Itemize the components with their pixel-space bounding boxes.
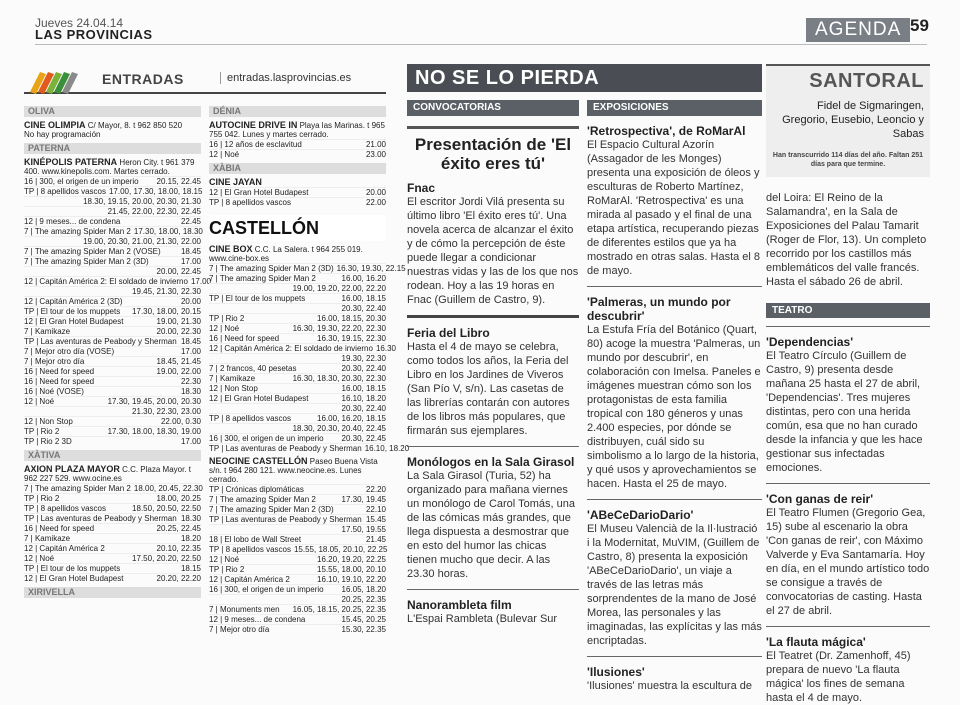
showtimes: 21.00 — [365, 140, 386, 149]
showtimes: 19.30, 22.30 — [341, 354, 386, 363]
film-title: TP | 8 apellidos vascos — [209, 414, 291, 423]
film-title: 12 | Noé — [24, 397, 55, 406]
showtimes: 18.45 — [180, 337, 201, 346]
cinema-entry — [24, 158, 201, 176]
film-title: 12 | El Gran Hotel Budapest — [209, 394, 309, 403]
showtimes: 18.45 — [180, 247, 201, 256]
convocatorias-label: CONVOCATORIAS — [407, 100, 579, 116]
film-title: 12 | El Gran Hotel Budapest — [209, 188, 309, 197]
showtime-row — [24, 306, 201, 316]
showtime-row — [209, 363, 386, 373]
showtime-row — [209, 504, 386, 514]
cinema-entry — [209, 121, 386, 139]
showtimes: 17.00, 17.30, 18.00, 18.15 — [108, 187, 203, 196]
film-title: 12 | Capitán América 2 — [24, 544, 105, 553]
showtime-row — [209, 554, 386, 564]
cinema-name: AUTOCINE DRIVE IN — [209, 120, 298, 130]
showtimes: 18.20 — [180, 534, 201, 543]
newspaper-name: LAS PROVINCIAS — [35, 27, 153, 42]
showtime-row — [24, 246, 201, 256]
film-title: 12 | Capitán América 2: El soldado de invierno — [209, 344, 373, 353]
listings-column-2 — [209, 102, 410, 634]
article-title: Monólogos en la Sala Girasol — [407, 455, 575, 469]
showtimes: 17.00 — [180, 257, 201, 266]
film-title: 12 | Non Stop — [209, 384, 258, 393]
film-title: 12 | Capitán América 2: El soldado de invierno — [24, 277, 188, 286]
article-body: La Sala Girasol (Turia, 52) ha organizado para mañana viernes un monólogo de Carol Tomás, una de las cómicas más grandes, que llega dispuesta a desmostrar que en esto del humor las chicas tienen mucho que decir. A las 23.30 horas. — [407, 470, 575, 580]
showtime-row — [209, 197, 386, 207]
film-title: 16 | Noé (VOSE) — [24, 387, 84, 396]
showtimes: 22.00, 0.30 — [160, 417, 201, 426]
film-title: TP | Crónicas diplomáticas — [209, 485, 304, 494]
showtimes: 17.30, 18.00, 18.30, 19.00 — [107, 427, 201, 436]
santoral-saints: Fidel de Sigmaringen, Gregorio, Eusebio, Leoncio y Sabas — [782, 100, 924, 140]
film-title: 12 | Noé — [209, 150, 240, 159]
showtime-row — [24, 356, 201, 366]
film-title: 12 | 9 meses... de condena — [209, 615, 306, 624]
cinema-entry — [209, 245, 386, 263]
showtime-row — [24, 296, 201, 306]
showtimes: 17.00 — [180, 347, 201, 356]
cinema-name: AXION PLAZA MAYOR — [24, 464, 120, 474]
showtime-row — [209, 323, 386, 333]
showtimes: 18.00, 20.25 — [156, 494, 201, 503]
film-title: 12 | Capitán América 2 (3D) — [24, 297, 123, 306]
showtimes: 20.30, 22.40 — [341, 404, 386, 413]
showtime-row — [209, 443, 410, 453]
showtimes: 20.25, 22.35 — [341, 595, 386, 604]
showtime-row — [209, 544, 386, 554]
film-title: 12 | Noé — [24, 554, 55, 563]
showtime-row — [24, 336, 201, 346]
showtime-row — [24, 186, 201, 196]
showtime-row — [24, 206, 201, 216]
region-heading: PATERNA — [24, 143, 201, 154]
showtime-row — [24, 226, 201, 236]
section-label: AGENDA — [806, 18, 910, 42]
film-title: 7 | The amazing Spider Man 2 — [209, 495, 316, 504]
showtimes: 17.00 — [190, 277, 211, 286]
showtimes: 16.10, 19.10, 22.20 — [317, 575, 386, 584]
film-title: TP | Rio 2 — [24, 427, 60, 436]
entradas-header — [24, 64, 386, 94]
cinema-info: Paseo Buena Vista s/n. t 964 280 121. www.neocine.es. Lunes cerrado. — [209, 457, 378, 484]
cinema-entry — [24, 121, 201, 130]
showtimes: 15.45, 20.25 — [341, 615, 386, 624]
issue-date: Jueves 24.04.14 — [35, 16, 124, 30]
film-title: 7 | 2 francos, 40 pesetas — [209, 364, 297, 373]
film-title: 7 | Mejor otro día (VOSE) — [24, 347, 115, 356]
page-number: 59 — [910, 16, 929, 35]
convocatorias-column — [407, 100, 579, 693]
region-heading: OLIVA — [24, 106, 201, 117]
showtime-row — [209, 313, 386, 323]
showtime-row — [24, 533, 201, 543]
showtime-row — [209, 343, 396, 353]
showtime-row — [24, 266, 201, 276]
article-body: Hasta el 4 de mayo se celebra, como todos los años, la Feria del Libro en los Jardines de Viveros (San Pío V, s/n). Las casetas de las librerías contarán con autores de los libros más populares, que firmarán sus ejemplares. — [407, 341, 570, 437]
showtimes: 16.10, 18.20 — [364, 444, 410, 453]
santoral-box — [766, 64, 930, 177]
showtimes: 21.45, 22.00, 22.30, 22.45 — [107, 207, 201, 216]
region-heading: CASTELLÓN — [209, 215, 386, 241]
film-title: TP | 8 apellidos vascos — [24, 504, 106, 513]
film-title: 7 | Kamikaze — [209, 374, 256, 383]
showtime-row — [24, 326, 201, 336]
film-title: 12 | Non Stop — [24, 417, 73, 426]
showtime-row — [24, 543, 201, 553]
showtimes: 20.30, 22.40 — [341, 364, 386, 373]
showtime-row — [209, 614, 386, 624]
article-title: 'Con ganas de reir' — [766, 492, 874, 506]
showtime-row — [209, 584, 386, 594]
showtimes: 21.30, 22.30, 23.00 — [132, 407, 201, 416]
showtime-row — [24, 196, 201, 206]
showtime-row — [209, 353, 386, 363]
article-body: L'Espai Rambleta (Bulevar Sur — [407, 613, 558, 625]
feature-kicker: Fnac — [407, 181, 436, 195]
showtimes: 17.30, 18.00, 20.15 — [132, 307, 201, 316]
showtimes: 23.00 — [365, 150, 386, 159]
cinema-info: Playa las Marinas. t 965 755 042. Lunes y martes cerrado. — [209, 121, 385, 139]
listing-note: No hay programación — [24, 130, 101, 139]
showtimes: 20.00, 22.45 — [156, 267, 201, 276]
film-title: 7 | Kamikaze — [24, 327, 71, 336]
film-title: 12 | Noé — [209, 555, 240, 564]
showtimes: 18.30, 19.15, 20.00, 20.30, 21.30 — [83, 197, 201, 206]
showtime-row — [209, 263, 406, 273]
exposiciones-column — [587, 100, 762, 693]
showtimes: 16.10, 18.20 — [341, 394, 386, 403]
showtimes: 16.05, 18.15, 20.25, 22.35 — [292, 605, 386, 614]
showtimes: 22.45 — [180, 217, 201, 226]
showtimes: 15.30, 22.35 — [341, 625, 386, 634]
showtime-row — [209, 303, 386, 313]
film-title: TP | Las aventuras de Peabody y Sherman — [209, 515, 362, 524]
article-body: El Espacio Cultural Azorín (Assagador de les Monges) presenta una exposición de óleos y esculturas de Roberto Martínez, RoMarAl. 'Retrospectiva' es una mirada al pasado y el final de una etapa artística, recuperando piezas de diferentes estilos que ya ha mostrado en otras salas. Hasta el 8 de mayo. — [587, 139, 761, 277]
film-title: 12 | 9 meses... de condena — [24, 217, 121, 226]
showtime-row — [209, 594, 386, 604]
showtimes: 20.15, 22.45 — [156, 177, 201, 186]
film-title: TP | Rio 2 — [209, 565, 245, 574]
film-title: 7 | Monuments men — [209, 605, 280, 614]
showtime-row — [209, 403, 386, 413]
cinema-info: Heron City. t 961 379 400. www.kinepolis.com. Martes cerrado. — [24, 158, 195, 176]
region-heading: XIRIVELLA — [24, 587, 201, 598]
showtimes: 16.00, 18.15 — [341, 384, 386, 393]
exposiciones-label: EXPOSICIONES — [587, 100, 762, 116]
listings-column-1 — [24, 102, 211, 634]
film-title: TP | 8 apellidos vascos — [209, 545, 291, 554]
region-heading: XÀTIVA — [24, 450, 201, 461]
showtimes: 16.05, 18.20 — [341, 585, 386, 594]
article-title: 'Ilusiones' — [587, 665, 645, 679]
showtimes: 16.30, 19.15, 22.30 — [317, 334, 386, 343]
showtimes: 19.00, 19.20, 22.00, 22.20 — [292, 284, 386, 293]
tickets-logo-icon — [28, 66, 86, 94]
showtimes: 16.30, 18.30, 20.30, 22.30 — [292, 374, 386, 383]
cinema-name: CINE BOX — [209, 244, 253, 254]
film-title: 16 | 300, el origen de un imperio — [24, 177, 139, 186]
film-title: 7 | The amazing Spider Man 2 (3D) — [209, 264, 334, 273]
region-heading: XÀBIA — [209, 163, 386, 174]
article-body: El Teatro Círculo (Guillem de Castro, 9) presenta desde mañana 25 hasta el 27 de abril, 'Dependencias'. Tres mujeres distintas, pero con una herida común, esa que no han curado desde la infancia y que les hace gestionar sus infectadas emociones. — [766, 350, 923, 474]
film-title: TP | Las aventuras de Peabody y Sherman — [24, 514, 177, 523]
showtime-row — [209, 494, 386, 504]
showtimes: 18.00, 20.45, 22.30 — [133, 484, 203, 493]
showtimes: 17.30, 18.00, 18.30 — [133, 227, 203, 236]
article-continuation: del Loira: El Reino de la Salamandra', en la Sala de Exposiciones del Palau Tamarit (Roger de Flor, 13). Un completo recorrido por los castillos más emblemáticos del valle francés. Hasta el sábado 26 de abril. — [766, 192, 927, 288]
showtime-row — [209, 293, 386, 303]
showtimes: 19.45, 21.30, 22.30 — [132, 287, 201, 296]
showtimes: 18.15 — [180, 564, 201, 573]
showtime-row — [24, 176, 201, 186]
showtimes: 21.45 — [365, 535, 386, 544]
showtime-row — [24, 376, 201, 386]
article-body: El Museu Valencià de la Il·lustració i la Modernitat, MuVIM, (Guillem de Castro, 8) presenta la exposición 'ABeCeDarioDario', un viaje a través de las letras más sorprendentes de la mano de José Morea, las personales y las imaginadas, las explícitas y las más encriptadas. — [587, 523, 762, 647]
cinema-name: KINÉPOLIS PATERNA — [24, 157, 118, 167]
showtime-row — [24, 493, 201, 503]
film-title: 18 | El lobo de Wall Street — [209, 535, 302, 544]
entradas-url[interactable]: entradas.lasprovincias.es — [220, 72, 351, 84]
article-body: El Teatro Flumen (Gregorio Gea, 15) sube al escenario la obra 'Con ganas de reir', con Máximo Valverde y Eva Santamaría. Hoy en día, en el mundo artístico todo se consigue a través de convocatorias de casting. Hasta el 27 de abril. — [766, 507, 930, 617]
days-note: Han transcurrido 114 días del año. Faltan 251 días para que termine. — [772, 152, 924, 168]
film-title: 12 | El Gran Hotel Budapest — [24, 574, 124, 583]
showtimes: 18.50, 20.50, 22.50 — [132, 504, 201, 513]
showtimes: 20.10, 22.35 — [156, 544, 201, 553]
showtimes: 15.55, 18.00, 20.10 — [317, 565, 386, 574]
showtime-row — [209, 273, 386, 283]
entradas-section — [24, 64, 410, 634]
showtime-row — [209, 433, 386, 443]
showtime-row — [24, 286, 201, 296]
entradas-title: ENTRADAS — [102, 71, 184, 87]
showtimes: 20.00 — [365, 188, 386, 197]
showtime-row — [24, 483, 201, 493]
showtime-row — [209, 514, 386, 524]
film-title: 7 | The amazing Spider Man 2 (VOSE) — [24, 247, 161, 256]
showtime-row — [24, 236, 201, 246]
showtimes: 16.00, 18.15, 20.30 — [317, 314, 386, 323]
showtime-row — [209, 393, 386, 403]
showtime-row — [209, 534, 386, 544]
film-title: 7 | Mejor otro día — [24, 357, 85, 366]
showtimes: 22.00 — [365, 198, 386, 207]
showtimes: 22.10 — [365, 505, 386, 514]
film-title: 7 | Kamikaze — [24, 534, 71, 543]
cinema-entry — [209, 457, 386, 484]
showtime-row — [209, 333, 386, 343]
cinema-entry — [24, 465, 201, 483]
showtime-row — [24, 436, 201, 446]
showtimes: 16.20, 19.20, 22.25 — [317, 555, 386, 564]
showtimes: 20.25, 22.45 — [156, 524, 201, 533]
film-title: 12 | Noé — [209, 324, 240, 333]
showtimes: 18.45, 21.45 — [156, 357, 201, 366]
showtimes: 15.55, 18.05, 20.10, 22.25 — [293, 545, 388, 554]
showtime-row — [209, 484, 386, 494]
no-se-lo-pierda-section — [407, 64, 762, 692]
showtime-row — [24, 563, 201, 573]
showtime-row — [209, 383, 386, 393]
showtime-row — [24, 316, 201, 326]
showtimes: 19.00, 22.00 — [156, 367, 201, 376]
showtimes: 18.30, 20.30, 20.40, 22.45 — [292, 424, 386, 433]
film-title: 7 | The amazing Spider Man 2 — [24, 227, 131, 236]
showtime-row — [24, 276, 211, 286]
showtimes: 22.30 — [180, 377, 201, 386]
showtime-row — [24, 216, 201, 226]
showtimes: 16.30, 19.30, 22.15 — [336, 264, 406, 273]
article-title: Nanorambleta film — [407, 598, 512, 612]
film-title: 16 | 300, el origen de un imperio — [209, 585, 324, 594]
article-title: 'Retrospectiva', de RoMarAl — [587, 124, 746, 138]
article-title: 'ABeCeDarioDario' — [587, 508, 694, 522]
showtimes: 16.00, 16.20 — [341, 274, 386, 283]
cinema-entry — [209, 178, 386, 187]
article-title: Feria del Libro — [407, 326, 490, 340]
showtime-row — [209, 524, 386, 534]
section-title: NO SE LO PIERDA — [407, 64, 762, 92]
film-title: TP | Las aventuras de Peabody y Sherman — [209, 444, 362, 453]
film-title: TP | El tour de los muppets — [209, 294, 306, 303]
showtimes: 20.00 — [180, 297, 201, 306]
article-title: 'Palmeras, un mundo por descubrir' — [587, 295, 731, 323]
film-title: TP | Las aventuras de Peabody y Sherman — [24, 337, 177, 346]
film-title: TP | 8 apellidos vascos — [24, 187, 106, 196]
film-title: 16 | Need for speed — [24, 367, 95, 376]
cinema-name: CINE JAYAN — [209, 177, 262, 187]
film-title: TP | El tour de los muppets — [24, 564, 121, 573]
showtimes: 17.30, 19.45, 20.00, 20.30 — [107, 397, 201, 406]
showtimes: 20.30, 22.45 — [341, 434, 386, 443]
film-title: 12 | Capitán América 2 — [209, 575, 290, 584]
film-title: 16 | Need for speed — [24, 377, 95, 386]
film-title: 12 | El Gran Hotel Budapest — [24, 317, 124, 326]
showtimes: 22.20 — [365, 485, 386, 494]
showtime-row — [209, 413, 386, 423]
showtimes: 20.30, 22.40 — [341, 304, 386, 313]
cinema-info: C.C. La Salera. t 964 255 019. www.cine-box.es — [209, 245, 363, 263]
showtimes: 17.30, 19.45 — [341, 495, 386, 504]
showtime-row — [209, 564, 386, 574]
film-title: 16 | 300, el origen de un imperio — [209, 434, 324, 443]
santoral-title: SANTORAL — [809, 70, 924, 92]
cinema-info: C/ Mayor, 8. t 962 850 520 — [85, 121, 183, 130]
showtimes: 15.45 — [365, 515, 386, 524]
showtime-row — [209, 283, 386, 293]
showtimes: 19.00, 21.30 — [156, 317, 201, 326]
feature-body: El escritor Jordi Vilá presenta su último libro 'El éxito eres tú'. Una novela acerca de alcanzar el éxito y de cómo la percepción de éste puede llegar a condicionar nuestras vidas y las de los que nos rodean. Hoy a las 19 horas en Fnac (Guillem de Castro, 9). — [407, 196, 579, 306]
showtimes: 20.20, 22.20 — [156, 574, 201, 583]
region-heading: DÉNIA — [209, 106, 386, 117]
showtime-row — [24, 553, 201, 563]
header-rule — [35, 44, 927, 45]
film-title: 7 | The amazing Spider Man 2 (3D) — [209, 505, 334, 514]
showtime-row — [24, 523, 201, 533]
showtimes: 17.50, 19.55 — [341, 525, 386, 534]
showtime-row — [24, 346, 201, 356]
showtime-row — [24, 366, 201, 376]
film-title: 7 | The amazing Spider Man 2 — [209, 274, 316, 283]
film-title: 7 | The amazing Spider Man 2 (3D) — [24, 257, 149, 266]
showtime-row — [209, 149, 386, 159]
showtime-row — [24, 416, 201, 426]
showtime-row — [209, 373, 386, 383]
film-title: 7 | Mejor otro día — [209, 625, 270, 634]
showtimes: 16.00, 18.15 — [341, 294, 386, 303]
cinema-name: CINE OLIMPIA — [24, 120, 86, 130]
page-header — [0, 0, 960, 60]
film-title: TP | El tour de los muppets — [24, 307, 121, 316]
showtimes: 20.00, 22.30 — [156, 327, 201, 336]
showtime-row — [209, 187, 386, 197]
showtime-row — [24, 406, 201, 416]
showtime-row — [209, 423, 386, 433]
showtimes: 16.00, 16.20, 18.15 — [317, 414, 386, 423]
showtime-row — [24, 503, 201, 513]
article-title: 'La flauta mágica' — [766, 635, 866, 649]
showtimes: 16.30 — [375, 344, 396, 353]
showtimes: 17.50, 20.20, 22.50 — [132, 554, 201, 563]
showtimes: 18.30 — [180, 514, 201, 523]
film-title: 7 | The amazing Spider Man 2 — [24, 484, 131, 493]
showtime-row — [209, 624, 386, 634]
showtime-row — [24, 573, 201, 583]
cinema-info: C.C. Plaza Mayor. t 962 227 529. www.ocine.es — [24, 465, 191, 483]
showtime-row — [209, 574, 386, 584]
article-title: 'Dependencias' — [766, 335, 854, 349]
showtimes: 16.30, 19.30, 22.20, 22.30 — [292, 324, 386, 333]
film-title: 16 | Need for speed — [209, 334, 280, 343]
showtime-row — [209, 604, 386, 614]
showtime-row — [24, 386, 201, 396]
showtimes: 19.00, 20.30, 21.00, 21.30, 22.00 — [83, 237, 201, 246]
showtimes: 18.30 — [180, 387, 201, 396]
santoral-section — [766, 64, 930, 704]
film-title: TP | Rio 2 — [24, 494, 60, 503]
film-title: 16 | Need for speed — [24, 524, 95, 533]
article-body: La Estufa Fría del Botánico (Quart, 80) acoge la muestra 'Palmeras, un mundo por descubrir', en colaboración con Imelsa. Paneles e imágenes muestran cómo son los protagonistas de esta familia tropical con 180 géneros y unas 2.400 especies, por dónde se distribuyen, cuál sido su simbolismo a lo largo de la historia, y qué usos y aprovechamientos se hacen. Hasta el 25 de mayo. — [587, 324, 761, 490]
showtime-row — [24, 426, 201, 436]
showtime-row — [209, 139, 386, 149]
teatro-label: TEATRO — [766, 303, 930, 318]
article-body: 'Ilusiones' muestra la escultura de — [587, 680, 753, 692]
film-title: 16 | 12 años de esclavitud — [209, 140, 302, 149]
showtime-row — [24, 513, 201, 523]
showtimes: 17.00 — [180, 437, 201, 446]
showtime-row — [24, 256, 201, 266]
feature-title: Presentación de 'El éxito eres tú' — [407, 126, 579, 173]
film-title: TP | 8 apellidos vascos — [209, 198, 291, 207]
film-title: TP | Rio 2 3D — [24, 437, 72, 446]
showtime-row — [24, 396, 201, 406]
article-body: El Teatret (Dr. Zamenhoff, 45) prepara de nuevo 'La flauta mágica' los fines de semana hasta el 4 de mayo. — [766, 650, 911, 704]
cinema-name: NEOCINE CASTELLÓN — [209, 456, 308, 466]
film-title: TP | Rio 2 — [209, 314, 245, 323]
